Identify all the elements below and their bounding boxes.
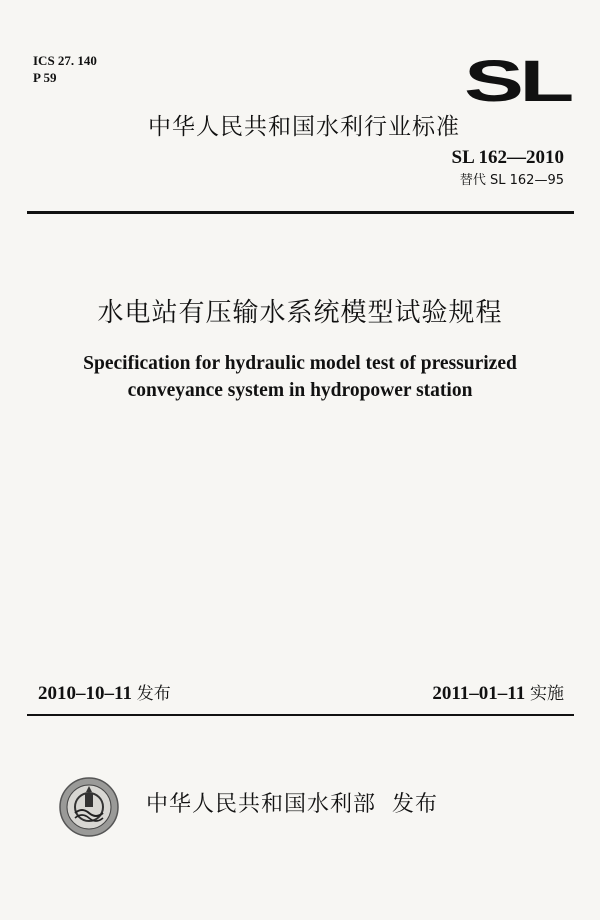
industry-standard-heading: 中华人民共和国水利行业标准 xyxy=(148,114,460,140)
classification-codes xyxy=(33,52,97,86)
issue-label: 发布 xyxy=(136,684,171,704)
ics-code: ICS 27. 140 xyxy=(33,53,97,68)
issue-date-group xyxy=(38,682,171,706)
ministry-emblem-icon xyxy=(58,776,120,838)
implement-date: 2011–01–11 xyxy=(432,683,526,704)
publisher-line xyxy=(146,790,438,820)
publisher-name: 中华人民共和国水利部 xyxy=(146,792,377,817)
top-divider xyxy=(27,211,574,214)
title-chinese: 水电站有压输水系统模型试验规程 xyxy=(97,298,503,328)
sl-logo: SL xyxy=(464,49,570,114)
publish-label: 发布 xyxy=(392,792,439,817)
bottom-divider xyxy=(27,714,574,716)
standard-number: SL 162—2010 xyxy=(451,147,564,168)
issue-date: 2010–10–11 xyxy=(38,683,132,704)
title-english-line-2: conveyance system in hydropower station xyxy=(127,380,473,401)
title-english-line-1: Specification for hydraulic model test of pressurized xyxy=(83,353,517,374)
date-row xyxy=(38,682,564,706)
category-code: P 59 xyxy=(33,70,57,85)
implement-label: 实施 xyxy=(530,684,564,704)
replaces-standard: 替代 SL 162—95 xyxy=(459,173,564,188)
title-english xyxy=(0,350,600,404)
implement-date-group xyxy=(432,682,564,706)
